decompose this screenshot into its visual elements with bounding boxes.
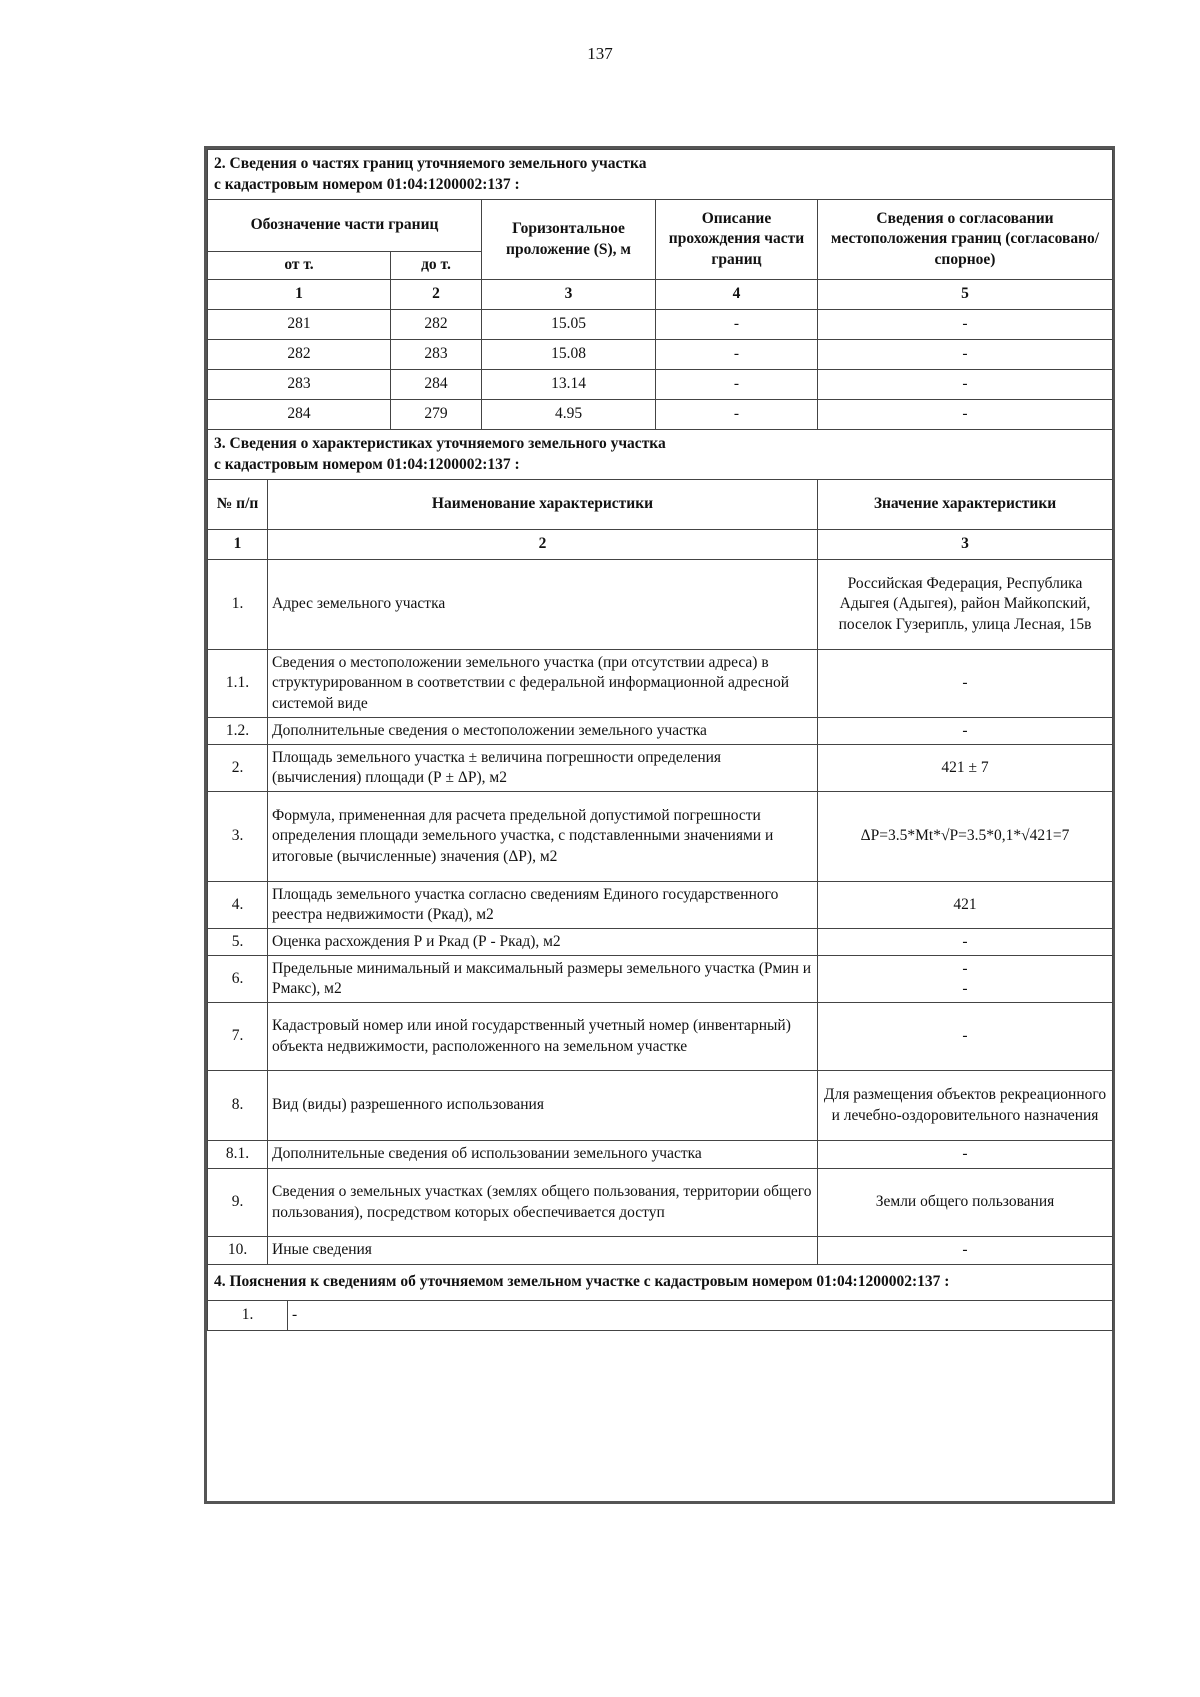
table-row: 281 282 15.05 - - [208, 310, 1113, 340]
section3-title: 3. Сведения о характеристиках уточняемого земельного участка с кадастровым номером 01:04:1200002:137 : [208, 430, 1113, 480]
section4-table [207, 1264, 1113, 1331]
section3-table [207, 429, 1113, 1265]
table-row: 9. Сведения о земельных участках (землях общего пользования, территории общего пользования), посредством которых обеспечивается доступ Земли общего пользования [208, 1169, 1113, 1237]
header-part-designation: Обозначение части границ [208, 200, 482, 252]
section2-title: 2. Сведения о частях границ уточняемого земельного участка с кадастровым номером 01:04:1200002:137 : [208, 150, 1113, 200]
header-name: Наименование характеристики [268, 480, 818, 530]
table-row: 8.1. Дополнительные сведения об использовании земельного участка - [208, 1141, 1113, 1169]
table-row: 283 284 13.14 - - [208, 370, 1113, 400]
page-number: 137 [587, 44, 613, 63]
table-row: 1.1. Сведения о местоположении земельного участка (при отсутствии адреса) в структурированном в соответствии с федеральной информационной адресной системой виде - [208, 650, 1113, 718]
table-row: 2. Площадь земельного участка ± величина погрешности определения (вычисления) площади (Р ± ΔР), м2 421 ± 7 [208, 745, 1113, 792]
header-value: Значение характеристики [818, 480, 1113, 530]
table-row: 4. Площадь земельного участка согласно сведениям Единого государственного реестра недвижимости (Ркад), м2 421 [208, 882, 1113, 929]
document-frame [204, 146, 1115, 1504]
table-row: 284 279 4.95 - - [208, 400, 1113, 430]
column-numbers-row: 1 2 3 [208, 530, 1113, 560]
table-row: 3. Формула, примененная для расчета предельной допустимой погрешности определения площади земельного участка, с подставленными значениями и итоговые (вычисленные) значения (ΔР), м2 ΔР=3.5*Mt*√Р=3.5*0,1*√421=7 [208, 792, 1113, 882]
header-num: № п/п [208, 480, 268, 530]
table-row: 6. Предельные минимальный и максимальный размеры земельного участка (Рмин и Рмакс), м2 - - [208, 956, 1113, 1003]
table-row: 5. Оценка расхождения Р и Ркад (Р - Ркад), м2 - [208, 929, 1113, 956]
table-row: 8. Вид (виды) разрешенного использования Для размещения объектов рекреационного и лечебно-оздоровительного назначения [208, 1071, 1113, 1141]
table-row: 1. - [208, 1301, 1113, 1331]
table-row: 10. Иные сведения - [208, 1237, 1113, 1265]
table-row: 1. Адрес земельного участка Российская Федерация, Республика Адыгея (Адыгея), район Майкопский, поселок Гузерипль, улица Лесная, 15в [208, 560, 1113, 650]
table-row: 1.2. Дополнительные сведения о местоположении земельного участка - [208, 718, 1113, 745]
column-numbers-row: 1 2 3 4 5 [208, 280, 1113, 310]
section2-table [207, 149, 1113, 430]
header-agreement: Сведения о согласовании местоположения границ (согласовано/спорное) [818, 200, 1113, 280]
header-horizontal: Горизонтальное проложение (S), м [482, 200, 656, 280]
table-row: 7. Кадастровый номер или иной государственный учетный номер (инвентарный) объекта недвижимости, расположенного на земельном участке - [208, 1003, 1113, 1071]
header-description: Описание прохождения части границ [656, 200, 818, 280]
table-row: 282 283 15.08 - - [208, 340, 1113, 370]
header-to: до т. [391, 252, 482, 280]
section4-title: 4. Пояснения к сведениям об уточняемом земельном участке с кадастровым номером 01:04:1200002:137 : [208, 1265, 1113, 1301]
header-from: от т. [208, 252, 391, 280]
